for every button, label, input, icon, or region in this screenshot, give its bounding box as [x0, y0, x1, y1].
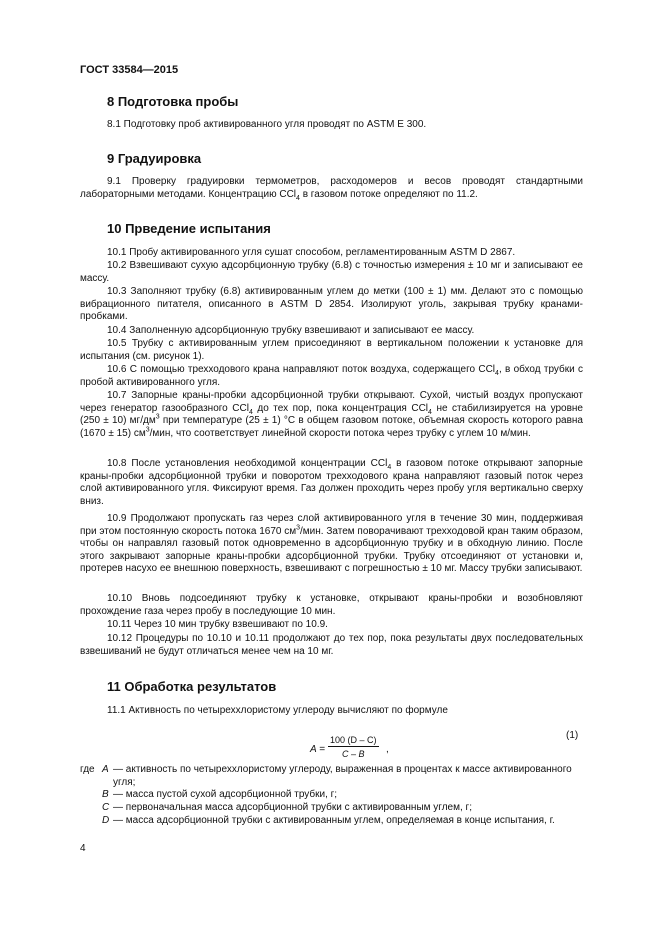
- var-symbol-b: B: [102, 789, 109, 800]
- var-symbol-d: D: [102, 815, 110, 826]
- var-text-d: — масса адсорбционной трубки с активированным углем, определяемая в конце испытания, г.: [113, 815, 555, 826]
- section-10-title: 10 Прведение испытания: [107, 221, 271, 236]
- formula-numerator: 100 (D – C): [330, 735, 377, 745]
- paragraph-10-5: 10.5 Трубку с активированным углем присоединяют в вертикальном положении к установке для испытания (см. рисунок 1).: [80, 338, 583, 362]
- paragraph-10-7: 10.7 Запорные краны-пробки адсорбционной трубки открывают. Сухой, чистый воздух пропускают через генератор газообразного CCl$_4$ до тех пор, пока концентрация CCl$_4$ не стабилизируется на уровне (250 ± 10) $мг/дм^3$ при температуре (25 ± 1) °С в общем газовом потоке, объемная скорость которого равна (1670 ± 15) $см^3$/мин, что соответствует линейной скорости потока через трубку с углем 10 м/мин.: [80, 390, 583, 439]
- paragraph-10-1: 10.1 Пробу активированного угля сушат способом, регламентированным ASTM D 2867.: [107, 247, 516, 258]
- paragraph-10-8: 10.8 После установления необходимой концентрации CCl$_4$ в газовом потоке открывают запорные краны-пробки адсорбционной трубки и поворотом трехходового крана направляют газовый поток через слой активированного угля. Фиксируют время. Газ должен проходить через пробу угля вертикально сверху вниз.: [80, 458, 583, 507]
- formula-lhs: A =: [310, 744, 325, 755]
- paragraph-10-2: 10.2 Взвешивают сухую адсорбционную трубку (6.8) с точностью измерения ± 10 мг и записывают ее массу.: [80, 260, 583, 284]
- variable-definitions: [80, 764, 583, 834]
- section-9-title: 9 Градуировка: [107, 151, 202, 166]
- page-number: 4: [80, 843, 86, 854]
- var-text-c: — первоначальная масса адсорбционной трубки с активированным углем, г;: [113, 802, 472, 813]
- paragraph-11-1: 11.1 Активность по четыреххлористому углероду вычисляют по формуле: [107, 705, 448, 716]
- formula-tail: ,: [386, 744, 389, 755]
- paragraph-10-12: 10.12 Процедуры по 10.10 и 10.11 продолжают до тех пор, пока результаты двух последовательных взвешиваний не будут отличаться менее чем на 10 мг.: [80, 633, 583, 657]
- equation-number: (1): [566, 730, 579, 741]
- section-8-title: 8 Подготовка пробы: [107, 94, 239, 109]
- paragraph-10-4: 10.4 Заполненную адсорбционную трубку взвешивают и записывают ее массу.: [107, 325, 475, 336]
- formula-fraction: [328, 735, 379, 759]
- section-11-title: 11 Обработка результатов: [107, 679, 277, 694]
- paragraph-10-10: 10.10 Вновь подсоединяют трубку к установке, открывают краны-пробки и возобновляют прохождение газа через пробу в последующие 10 мин.: [80, 593, 583, 617]
- paragraph-10-11: 10.11 Через 10 мин трубку взвешивают по 10.9.: [107, 619, 328, 630]
- var-text-b: — масса пустой сухой адсорбционной трубки, г;: [113, 789, 338, 800]
- var-text-a: — активность по четыреххлористому углероду, выраженная в процентах к массе активированного угля;: [113, 764, 572, 788]
- document-header: ГОСТ 33584—2015: [80, 64, 179, 76]
- paragraph-10-9: 10.9 Продолжают пропускать газ через слой активированного угля в течение 30 мин, поддерживая при этом постоянную скорость потока 1670 $см^3$/мин. Затем поворачивают трехходовой кран таким образом, чтобы он направлял газовый поток одновременно в адсорбционную трубку и в обходную линию. После этого закрывают запорные краны-пробки адсорбционной трубки. Трубку отсоединяют от установки и, протерев насухо ее внешнюю поверхность, взвешивают с погрешностью ± 10 мг. Массу трубки записывают.: [80, 513, 583, 575]
- paragraph-8-1: 8.1 Подготовку проб активированного угля проводят по ASTM E 300.: [107, 119, 427, 130]
- formula-denominator: C – B: [342, 749, 365, 759]
- var-symbol-a: A: [102, 764, 109, 775]
- paragraph-10-6: 10.6 С помощью трехходового крана направляют поток воздуха, содержащего CCl$_4$, в обход трубки с пробой активированного угля.: [80, 364, 583, 388]
- where-lead: где: [80, 764, 95, 775]
- paragraph-10-3: 10.3 Заполняют трубку (6.8) активированным углем до метки (100 ± 1) мм. Делают это с помощью вибрационного питателя, описанного в ASTM D 2854. Изолируют уголь, закрывая трубку кранами-пробками.: [80, 286, 583, 323]
- var-symbol-c: C: [102, 802, 110, 813]
- paragraph-9-1: 9.1 Проверку градуировки термометров, расходомеров и весов проводят стандартными лабораторными методами. Концентрацию CCl$_4$ в газовом потоке определяют по 11.2.: [80, 176, 583, 202]
